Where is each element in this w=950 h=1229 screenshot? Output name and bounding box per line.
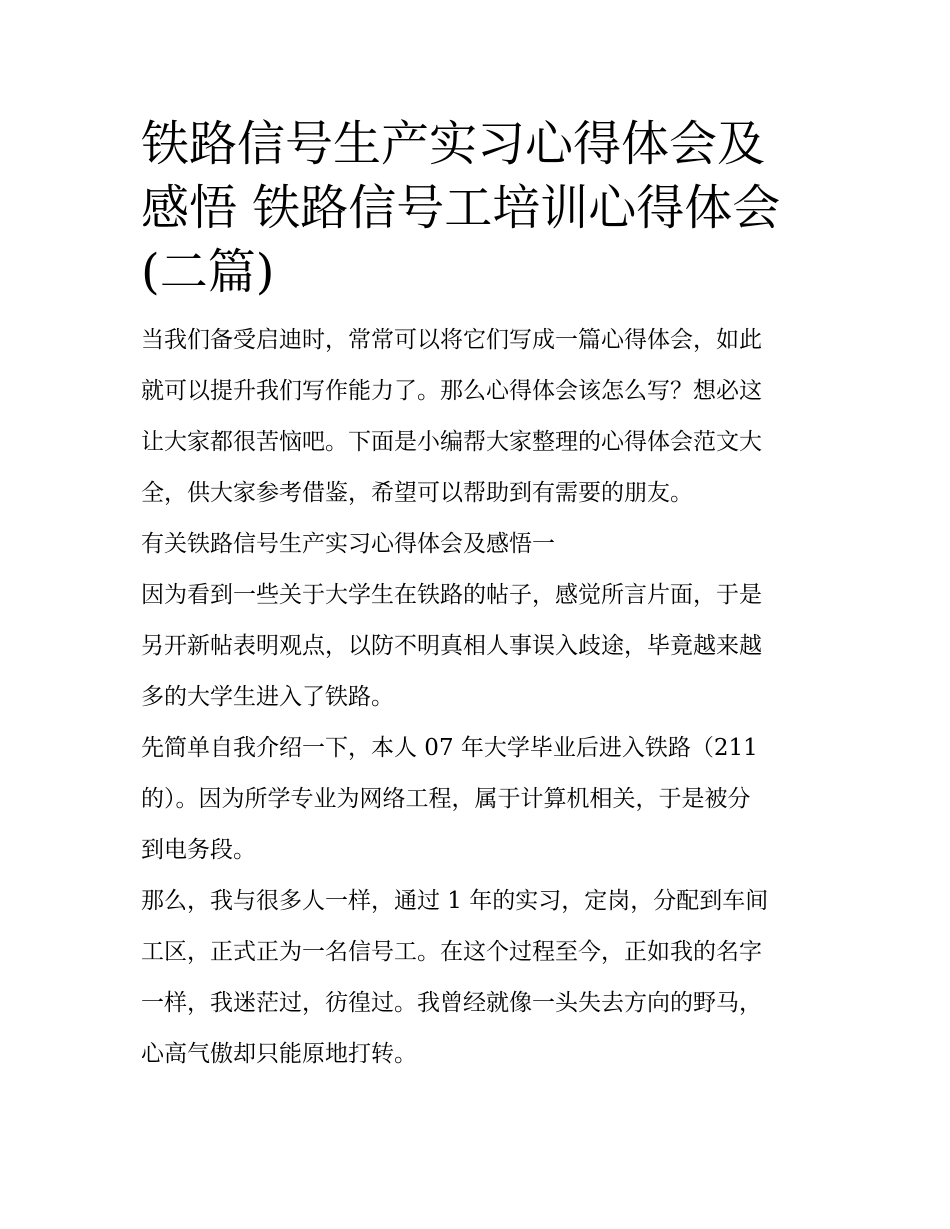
title-line: 铁路信号生产实习心得体会及: [141, 116, 766, 172]
page-title: [141, 112, 821, 304]
text-line: 另开新帖表明观点，以防不明真相人事误入歧途，毕竟越来越: [141, 633, 762, 659]
text-line: 有关铁路信号生产实习心得体会及感悟一: [141, 531, 555, 557]
text-line: 就可以提升我们写作能力了。那么心得体会该怎么写？想必这: [141, 378, 762, 404]
text-line: 到电务段。: [141, 837, 256, 863]
text-line: 当我们备受启迪时，常常可以将它们写成一篇心得体会，如此: [141, 327, 762, 353]
body-paragraph-3: [141, 876, 821, 1080]
text-line: 全，供大家参考借鉴，希望可以帮助到有需要的朋友。: [141, 480, 693, 506]
text-line: 让大家都很苦恼吧。下面是小编帮大家整理的心得体会范文大: [141, 429, 762, 455]
text-line: 一样，我迷茫过，彷徨过。我曾经就像一头失去方向的野马，: [141, 990, 762, 1016]
text-line: 的）。因为所学专业为网络工程，属于计算机相关，于是被分: [141, 786, 751, 812]
text-line: 因为看到一些关于大学生在铁路的帖子，感觉所言片面，于是: [141, 582, 762, 608]
text-line: 先简单自我介绍一下，本人 07 年大学毕业后进入铁路（211: [141, 735, 758, 761]
title-line: (二篇): [141, 244, 275, 300]
text-line: 工区，正式正为一名信号工。在这个过程至今，正如我的名字: [141, 939, 762, 965]
text-line: 那么，我与很多人一样，通过 1 年的实习，定岗，分配到车间: [141, 888, 769, 914]
section-heading: [141, 519, 821, 570]
text-line: 心高气傲却只能原地打转。: [141, 1041, 417, 1067]
intro-paragraph: [141, 315, 821, 519]
title-line: 感悟 铁路信号工培训心得体会: [141, 180, 781, 236]
body-paragraph-1: [141, 570, 821, 723]
body-paragraph-2: [141, 723, 821, 876]
document-content: [141, 112, 821, 1080]
text-line: 多的大学生进入了铁路。: [141, 684, 394, 710]
